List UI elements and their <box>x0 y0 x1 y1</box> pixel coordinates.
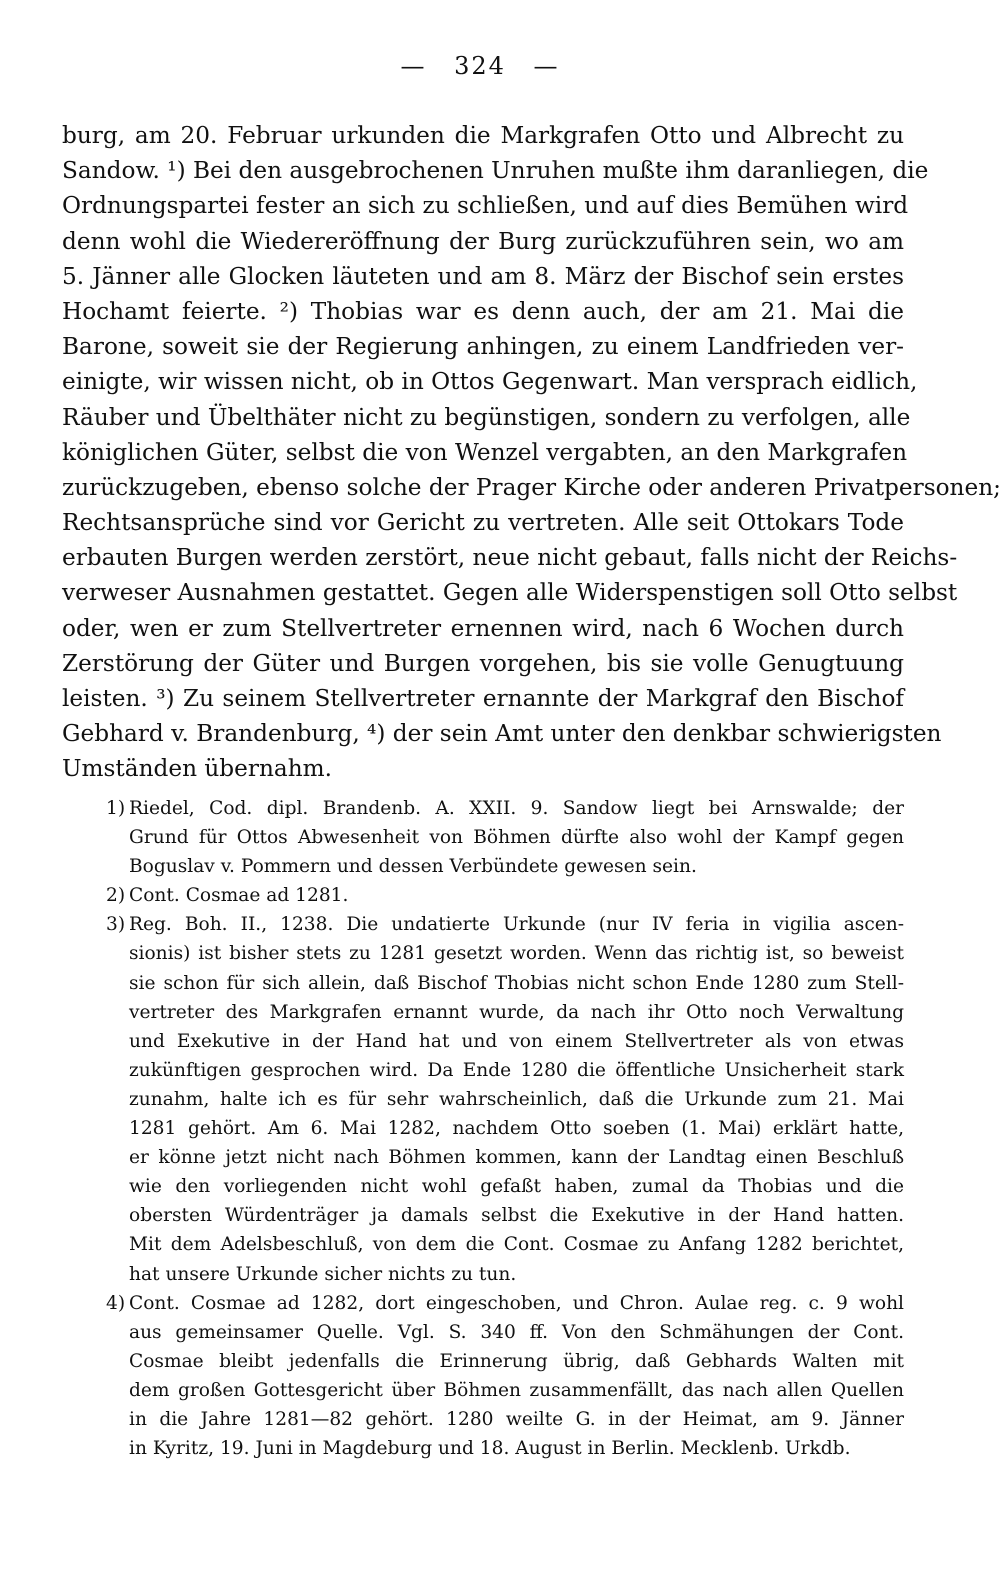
footnote-line: Reg. Boh. II., 1238. Die undatierte Urkunde (nur IV feria in vigilia ascen- <box>129 914 904 936</box>
body-line: leisten. ³) Zu seinem Stellvertreter ernannte der Markgraf den Bischof <box>62 685 904 712</box>
body-text <box>62 118 1001 787</box>
footnote-line: Cosmae bleibt jedenfalls die Erinnerung übrig, daß Gebhards Walten mit <box>129 1350 904 1372</box>
body-line: Rechtsansprüche sind vor Gericht zu vertreten. Alle seit Ottokars Tode <box>62 509 904 537</box>
body-line: Umständen übernahm. <box>62 755 333 783</box>
body-line: zurückzugeben, ebenso solche der Prager Kirche oder anderen Privatpersonen; <box>62 473 1001 501</box>
footnote-line: Cont. Cosmae ad 1282, dort eingeschoben, und Chron. Aulae reg. c. 9 wohl <box>129 1292 904 1314</box>
body-line: verweser Ausnahmen gestattet. Gegen alle Widerspenstigen soll Otto selbst <box>62 579 958 607</box>
footnote-line: wie den vorliegenden nicht wohl gefaßt haben, zumal da Thobias und die <box>129 1176 904 1198</box>
footnote-3 <box>62 910 904 1288</box>
footnote-1 <box>62 794 904 881</box>
footnote-line: Riedel, Cod. dipl. Brandenb. A. XXII. 9. Sandow liegt bei Arnswalde; der <box>129 798 904 819</box>
body-line: oder, wen er zum Stellvertreter ernennen wird, nach 6 Wochen durch <box>62 614 904 642</box>
body-line: Hochamt feierte. ²) Thobias war es denn auch, der am 21. Mai die <box>62 297 904 325</box>
page-number: 324 <box>454 52 506 80</box>
footnote-line: sionis) ist bisher stets zu 1281 gesetzt worden. Wenn das richtig ist, so beweist <box>129 943 904 965</box>
footnote-line: in Kyritz, 19. Juni in Magdeburg und 18. August in Berlin. Mecklenb. Urkdb. <box>129 1438 851 1460</box>
body-line: Sandow. ¹) Bei den ausgebrochenen Unruhen mußte ihm daranliegen, die <box>62 157 929 185</box>
body-line: erbauten Burgen werden zerstört, neue nicht gebaut, falls nicht der Reichs- <box>62 544 958 572</box>
footnote-line: und Exekutive in der Hand hat und von einem Stellvertreter als von etwas <box>129 1030 904 1052</box>
footnote-line: sie schon für sich allein, daß Bischof Thobias nicht schon Ende 1280 zum Stell- <box>129 972 904 994</box>
header-dash-left: — <box>400 52 427 80</box>
body-line: burg, am 20. Februar urkunden die Markgrafen Otto und Albrecht zu <box>62 122 904 149</box>
body-line: 5. Jänner alle Glocken läuteten und am 8. März der Bischof sein erstes <box>62 262 904 290</box>
body-line: königlichen Güter, selbst die von Wenzel vergabten, an den Markgrafen <box>62 438 908 466</box>
header-dash-right: — <box>533 52 560 80</box>
footnote-line: er könne jetzt nicht nach Böhmen kommen, kann der Landtag einen Beschluß <box>129 1147 904 1169</box>
footnote-line: vertreter des Markgrafen ernannt wurde, da nach ihr Otto noch Verwaltung <box>129 1001 904 1023</box>
footnote-number: 4) <box>106 1292 126 1314</box>
footnotes <box>62 794 904 1463</box>
footnote-number: 2) <box>106 885 126 907</box>
footnote-line: zukünftigen gesprochen wird. Da Ende 1280 die öffentliche Unsicherheit stark <box>129 1059 904 1081</box>
footnote-line: in die Jahre 1281—82 gehört. 1280 weilte G. in der Heimat, am 9. Jänner <box>129 1408 904 1430</box>
footnote-line: Mit dem Adelsbeschluß, von dem die Cont. Cosmae zu Anfang 1282 berichtet, <box>129 1234 904 1256</box>
body-line: einigte, wir wissen nicht, ob in Ottos Gegenwart. Man versprach eidlich, <box>62 368 918 396</box>
footnote-2 <box>62 881 904 910</box>
footnote-line: Cont. Cosmae ad 1281. <box>129 885 349 907</box>
footnote-line: obersten Würdenträger ja damals selbst die Exekutive in der Hand hatten. <box>129 1205 904 1227</box>
body-line: Räuber und Übelthäter nicht zu begünstigen, sondern zu verfolgen, alle <box>62 403 911 431</box>
footnote-line: dem großen Gottesgericht über Böhmen zusammenfällt, das nach allen Quellen <box>129 1379 904 1401</box>
footnote-line: hat unsere Urkunde sicher nichts zu tun. <box>129 1263 517 1285</box>
footnote-line: zunahm, halte ich es für sehr wahrscheinlich, daß die Urkunde zum 21. Mai <box>129 1088 904 1110</box>
body-line: denn wohl die Wiedereröffnung der Burg zurückzuführen sein, wo am <box>62 227 904 255</box>
footnote-number: 3) <box>106 914 126 936</box>
body-line: Barone, soweit sie der Regierung anhingen, zu einem Landfrieden ver- <box>62 333 904 361</box>
body-line: Zerstörung der Güter und Burgen vorgehen, bis sie volle Genugtuung <box>62 649 904 677</box>
footnote-line: Boguslav v. Pommern und dessen Verbündete gewesen sein. <box>129 856 697 878</box>
body-line: Gebhard v. Brandenburg, ⁴) der sein Amt unter den denkbar schwierigsten <box>62 720 942 748</box>
body-line: Ordnungspartei fester an sich zu schließen, und auf dies Bemühen wird <box>62 192 909 220</box>
footnote-line: 1281 gehört. Am 6. Mai 1282, nachdem Otto soeben (1. Mai) erklärt hatte, <box>129 1118 904 1140</box>
footnote-number: 1) <box>106 798 126 819</box>
page-header <box>0 52 960 80</box>
footnote-4 <box>62 1289 904 1464</box>
footnote-line: aus gemeinsamer Quelle. Vgl. S. 340 ff. Von den Schmähungen der Cont. <box>129 1321 904 1343</box>
footnote-line: Grund für Ottos Abwesenheit von Böhmen dürfte also wohl der Kampf gegen <box>129 827 904 849</box>
